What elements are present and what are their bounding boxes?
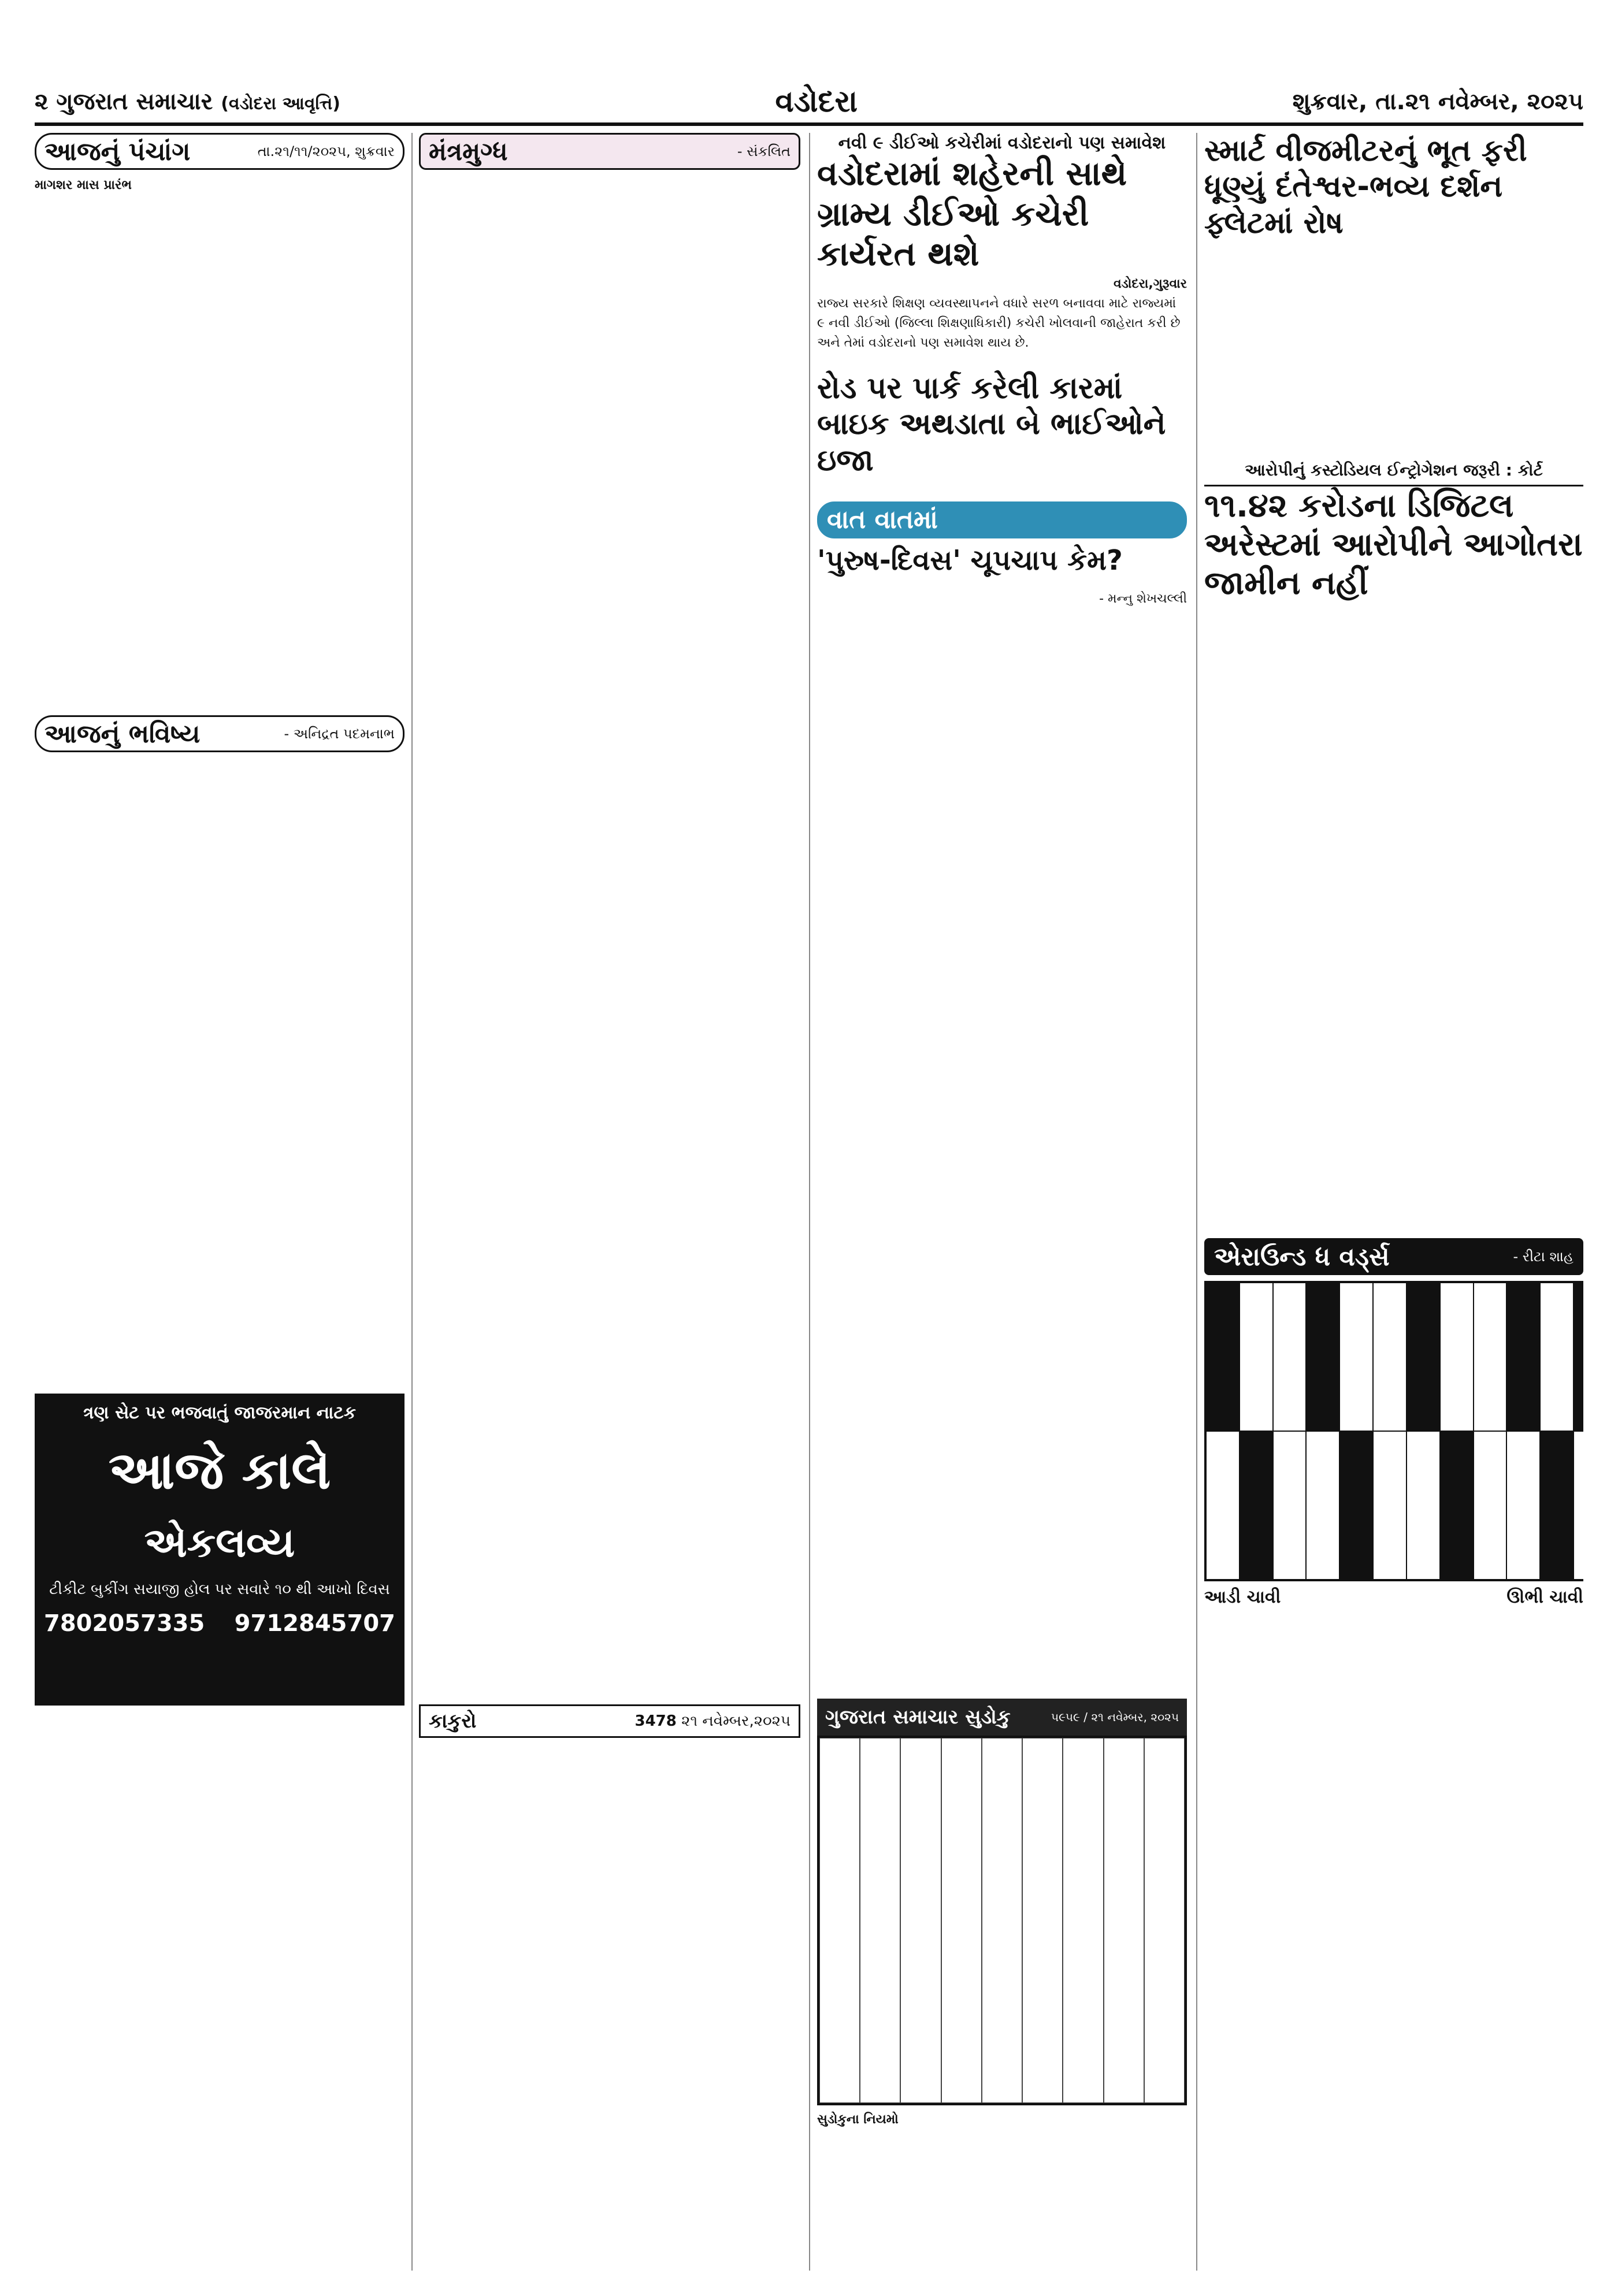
page-header [35, 81, 1583, 126]
news4-headline: ૧૧.૪૨ કરોડના ડિજિટલ અરેસ્ટમાં આરોપીને આગોતરા જામીન નહીં [1204, 486, 1583, 603]
vaat-heading: વાત વાતમાં [817, 501, 1187, 538]
news3-headline: સ્માર્ટ વીજમીટરનું ભૂત ફરી ધૂણ્યું દંતેશ્વર-ભવ્ય દર્શન ફ્લેટમાં રોષ [1204, 133, 1527, 240]
paper-name: ૨ ગુજરાત સમાચાર (વડોદરા આવૃત્તિ) [35, 88, 340, 115]
news-dateline: વડોદરા,ગુરૂવાર [1114, 276, 1187, 291]
ubhi-heading: ઊભી ચાવી [1506, 1587, 1583, 1608]
around-heading: એરાઉન્ડ ધ વર્ડ્સ - રીટા શાહ [1204, 1238, 1583, 1275]
drama-ad: ત્રણ સેટ પર ભજવાતું જાજરમાન નાટક આજે કાલે એકલવ્ય ટીકીટ બુકીંગ સયાજી હોલ પર સવારે ૧૦ થી આખો દિવસ 7802057335 9712845707 [35, 1394, 404, 1706]
column-rule [1196, 133, 1197, 2271]
sudoku-rules-title: સુડોકુના નિયમો [817, 2112, 899, 2127]
news-body: રાજ્ય સરકારે શિક્ષણ વ્યવસ્થાપનને વધારે સરળ બનાવવા માટે રાજ્યમાં ૯ નવી ડીઈઓ (જિલ્લા શિક્ષણાધિકારી) કચેરી ખોલવાની જાહેરાત કરી છે અને તેમાં વડોદરાનો પણ સમાવેશ થાય છે. [817, 296, 1181, 350]
city-title: વડોદરા [775, 84, 858, 119]
phone-2[interactable]: 9712845707 [234, 1610, 395, 1637]
vaat-headline: 'પુરુષ-દિવસ' ચૂપચાપ કેમ? [817, 544, 1123, 577]
phone-1[interactable]: 7802057335 [44, 1610, 205, 1637]
bhavishya-heading: આજનું ભવિષ્ય - અનિદ્રત પદમનાભ [35, 715, 404, 752]
news2-headline: રોડ પર પાર્ક કરેલી કારમાં બાઇક અથડાતા બે ભાઈઓને ઇજા [817, 370, 1166, 478]
sudoku-grid[interactable] [817, 1736, 1187, 2105]
column-rule [809, 133, 810, 2271]
news-headline: વડોદરામાં શહેરની સાથે ગ્રામ્ય ડીઈઓ કચેરી કાર્યરત થશે [817, 154, 1127, 274]
panchang-month: માગશર માસ પ્રારંભ [35, 178, 132, 192]
kakuro-box: કાકુરો 3478 ૨૧ નવેમ્બર,૨૦૨૫ [419, 1704, 800, 1738]
vaat-author: - મન્નુ શેખચલ્લી [1099, 591, 1187, 606]
news-kicker: નવી ૯ ડીઈઓ કચેરીમાં વડોદરાનો પણ સમાવેશ [838, 133, 1166, 153]
panchang-heading: આજનું પંચાંગ તા.૨૧/૧૧/૨૦૨૫, શુક્રવાર [35, 133, 404, 170]
date: શુક્રવાર, તા.૨૧ નવેમ્બર, ૨૦૨૫ [1292, 88, 1583, 115]
column-rule [411, 133, 413, 2271]
aadi-heading: આડી ચાવી [1204, 1587, 1281, 1608]
mantra-heading: મંત્રમુગ્ધ - સંકલિત [419, 133, 800, 170]
news4-kicker: આરોપીનું કસ્ટોડિયલ ઈન્ટ્રોગેશન જરૂરી : કોર્ટ [1204, 460, 1583, 486]
around-grid[interactable] [1204, 1281, 1583, 1581]
sudoku-box: ગુજરાત સમાચાર સુડોકુ ૫૯૫૯ / ૨૧ નવેમ્બર, ૨૦૨૫ સુડોકુના નિયમો [817, 1699, 1187, 2130]
